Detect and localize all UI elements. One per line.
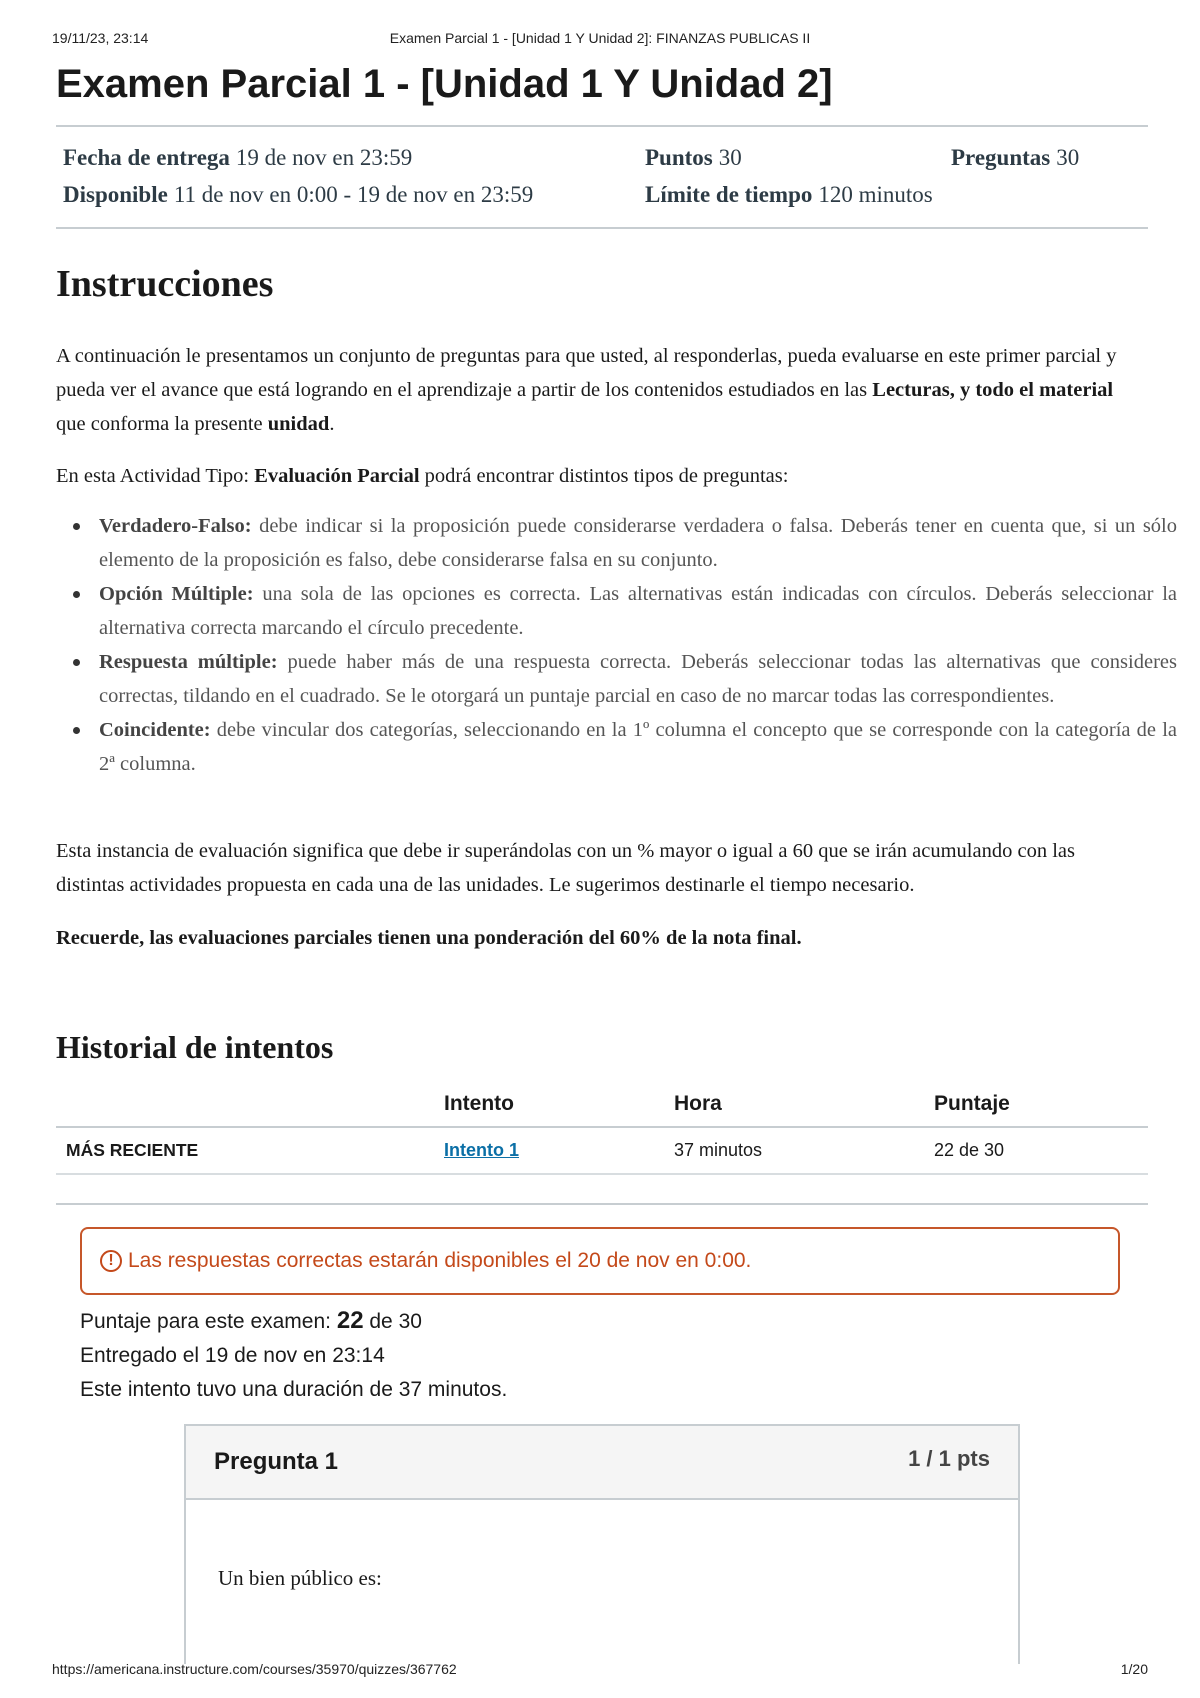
column-header: Intento: [434, 1082, 664, 1127]
attempt-cell: [434, 1127, 664, 1174]
due-date: [63, 145, 412, 171]
print-page-title: Examen Parcial 1 - [Unidad 1 Y Unidad 2]: FINANZAS PUBLICAS II: [389, 30, 811, 46]
bullet-icon: [73, 591, 80, 598]
available-label: Disponible: [63, 182, 168, 207]
question-header: [186, 1426, 1018, 1500]
print-datetime: 19/11/23, 23:14: [52, 30, 149, 46]
score-value: 22: [336, 1307, 364, 1334]
meta-divider: [56, 227, 1148, 229]
points: [645, 145, 742, 171]
question-points: 1 / 1 pts: [908, 1446, 990, 1471]
answers-availability-alert: [80, 1227, 1120, 1295]
due-value: 19 de nov en 23:59: [235, 145, 413, 170]
available-value: 11 de nov en 0:00 - 19 de nov en 23:59: [173, 182, 534, 207]
page-title: Examen Parcial 1 - [Unidad 1 Y Unidad 2]: [56, 62, 833, 106]
table-row: [56, 1127, 1148, 1174]
print-footer: [52, 1661, 1148, 1681]
question-card: [184, 1424, 1020, 1664]
table-header-row: [56, 1082, 1148, 1127]
list-item: Coincidente: debe vincular dos categorías, seleccionando en la 1º columna el concepto que se corresponde con la categoría de la 2ª columna.: [99, 713, 1177, 781]
title-divider: [56, 125, 1148, 127]
due-label: Fecha de entrega: [63, 145, 230, 170]
question-text: Un bien público es:: [218, 1566, 382, 1590]
list-item: Opción Múltiple: una sola de las opciones es correcta. Las alternativas están indicadas con círculos. Deberás seleccionar la alternativa correcta marcando el círculo precedente.: [99, 577, 1177, 645]
bullet-icon: [73, 659, 80, 666]
submitted-text: Entregado el 19 de nov en 23:14: [80, 1344, 385, 1367]
alert-text: Las respuestas correctas estarán disponibles el 20 de nov en 0:00.: [128, 1249, 752, 1272]
points-value: 30: [718, 145, 742, 170]
history-heading: Historial de intentos: [56, 1029, 334, 1065]
list-item: Respuesta múltiple: puede haber más de una respuesta correcta. Deberás seleccionar todas las alternativas que consideres correctas, tildando en el cuadrado. Se le otorgará un puntaje parcial en caso de no marcar todas las correspondientes.: [99, 645, 1177, 713]
questions-value: 30: [1056, 145, 1080, 170]
attempts-table: [56, 1082, 1148, 1175]
time-limit: [645, 182, 933, 208]
activity-type-text: En esta Actividad Tipo: Evaluación Parcial podrá encontrar distintos tipos de preguntas:: [56, 465, 789, 487]
time-limit-label: Límite de tiempo: [645, 182, 813, 207]
availability: [63, 182, 533, 208]
instructions-intro: A continuación le presentamos un conjunto de preguntas para que usted, al responderlas, pueda evaluarse en este primer parcial y pueda ver el avance que está logrando en el aprendizaje a partir de los contenidos estudiados en las Lecturas, y todo el material que conforma la presente unidad.: [56, 345, 1117, 435]
questions-label: Preguntas: [951, 145, 1051, 170]
duration-text: Este intento tuvo una duración de 37 minutos.: [80, 1378, 508, 1401]
question-types-list: [56, 509, 1177, 781]
points-label: Puntos: [645, 145, 713, 170]
score-summary: Puntaje para este examen: 22 de 30: [80, 1307, 422, 1334]
bullet-icon: [73, 727, 80, 734]
history-divider: [56, 1203, 1148, 1205]
print-url: https://americana.instructure.com/courses/35970/quizzes/367762: [52, 1661, 457, 1677]
list-item: Verdadero-Falso: debe indicar si la proposición puede considerarse verdadera o falsa. Deberás tener en cuenta que, si un sólo elemento de la proposición es falso, debe considerarse falsa en su conjunto.: [99, 509, 1177, 577]
exclamation-circle-icon: !: [100, 1250, 122, 1272]
threshold-text: Esta instancia de evaluación significa que debe ir superándolas con un % mayor o igual a 60 que se irán acumulando con las distintas actividades propuesta en cada una de las unidades. Le sugerimos destinarle el tiempo necesario.: [56, 840, 1075, 896]
attempt-status: MÁS RECIENTE: [56, 1127, 434, 1174]
attempt-link[interactable]: Intento 1: [444, 1140, 519, 1160]
questions-count: [951, 145, 1079, 171]
attempt-time: 37 minutos: [664, 1127, 924, 1174]
time-limit-value: 120 minutos: [818, 182, 933, 207]
print-header: [52, 30, 1148, 50]
question-title: Pregunta 1: [214, 1448, 339, 1475]
column-header: Hora: [664, 1082, 924, 1127]
column-header: Puntaje: [924, 1082, 1148, 1127]
bullet-icon: [73, 523, 80, 530]
page-number: 1/20: [1120, 1661, 1148, 1677]
instructions-heading: Instrucciones: [56, 263, 274, 305]
reminder-text: Recuerde, las evaluaciones parciales tienen una ponderación del 60% de la nota final.: [56, 927, 802, 949]
attempt-score: 22 de 30: [924, 1127, 1148, 1174]
column-header: [56, 1082, 434, 1127]
